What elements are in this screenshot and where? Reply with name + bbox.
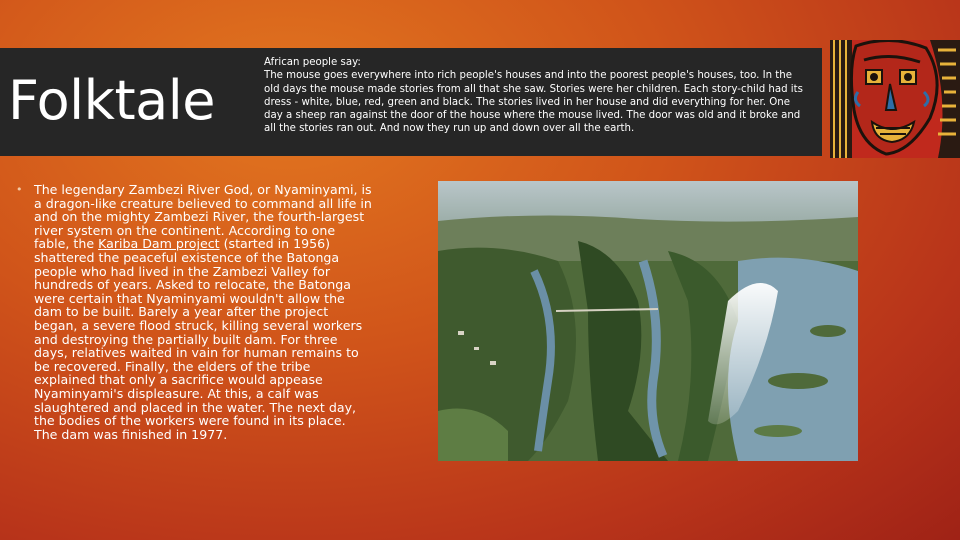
zambezi-gorge-photo <box>438 181 858 461</box>
kariba-dam-link[interactable]: Kariba Dam project <box>98 236 220 252</box>
quote-intro: African people say: <box>264 57 361 68</box>
quote-block <box>264 56 804 136</box>
bullet-item <box>16 183 372 441</box>
african-art-image <box>830 40 960 158</box>
bullet-marker: • <box>16 183 23 196</box>
slide-title: Folktale <box>8 69 215 132</box>
bullet-list <box>16 183 372 441</box>
mask-art-illustration <box>830 40 960 158</box>
quote-text: The mouse goes everywhere into rich people's houses and into the poorest people's houses, too. In the old days the mouse made stories from all that she saw. Stories were her children. Each story-child had its dress - white, blue, red, green and black. The stories lived in her house and did everything for her. One day a sheep ran against the door of the house where the mouse lived. The door was old and it broke and all the stories ran out. And now they run up and down over all the earth. <box>264 70 803 135</box>
bullet-text-start: The legendary Zambezi River God, or Nyaminyami, is a dragon-like creature believed to command all life in and on the mighty Zambezi River, the fourth-largest river system on the continent. According to one fable, the <box>34 182 372 252</box>
bullet-text-end: (started in 1956) shattered the peaceful existence of the Batonga people who had lived in the Zambezi Valley for hundreds of years. Asked to relocate, the Batonga were certain that Nyaminyami wouldn't allow the dam to be built. Barely a year after the project began, a severe flood struck, killing several workers and destroying the partially built dam. For three days, relatives waited in vain for human remains to be recovered. Finally, the elders of the tribe explained that only a sacrifice would appease Nyaminyami's displeasure. At this, a calf was slaughtered and placed in the water. The next day, the bodies of the workers were found in its place. The dam was finished in 1977. <box>34 236 363 442</box>
gorge-aerial-illustration <box>438 181 858 461</box>
